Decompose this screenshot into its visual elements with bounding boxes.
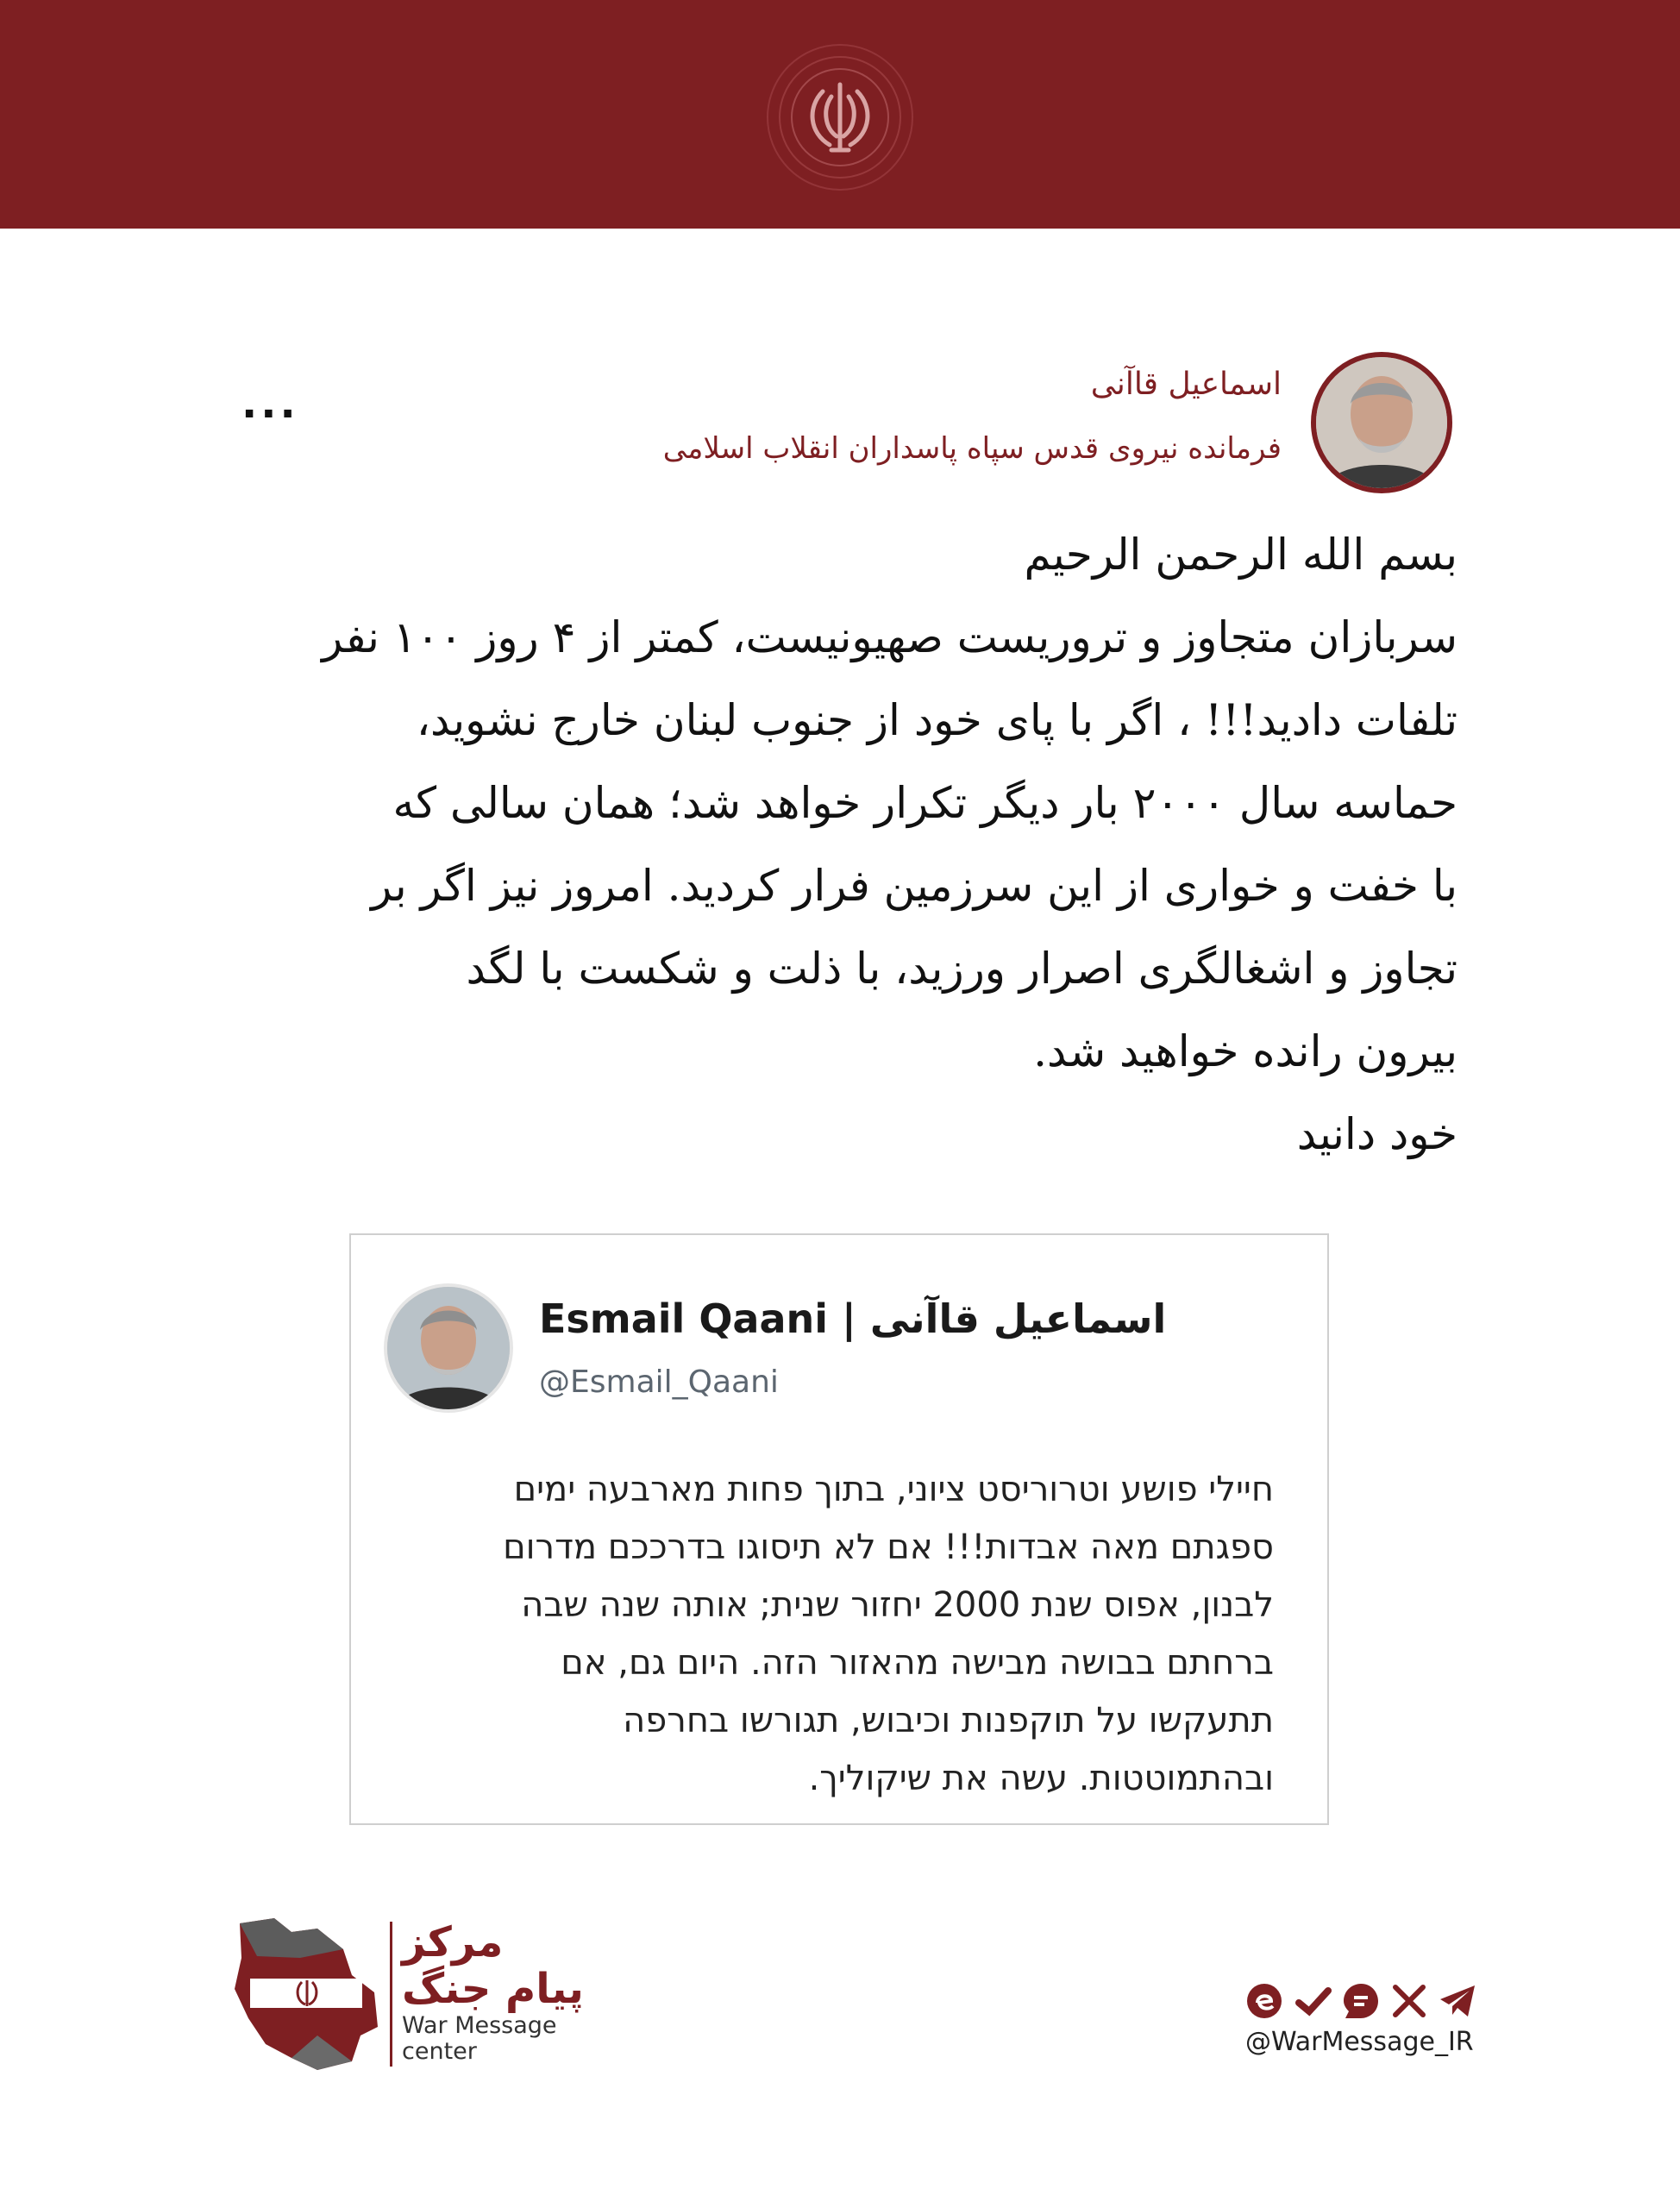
brand-en-line: center xyxy=(402,2038,477,2065)
quoted-line: ברחתם בבושה מבישה מהאזור הזה. היום גם, אם xyxy=(561,1643,1274,1683)
quoted-line: חיילי פושע וטרוריסט ציוני, בתוך פחות מארבעה ימים xyxy=(513,1470,1274,1509)
war-message-center-logo xyxy=(223,1906,386,2079)
post-line: سربازان متجاوز و تروریست صهیونیست، کمتر از ۴ روز ۱۰۰ نفر xyxy=(322,612,1457,662)
header-bar xyxy=(0,0,1680,229)
post-line: بسم الله الرحمن الرحیم xyxy=(1024,530,1457,580)
quoted-author-name[interactable]: Esmail Qaani | اسماعیل قاآنی xyxy=(539,1295,1167,1342)
author-title: فرمانده نیروی قدس سپاه پاسداران انقلاب اسلامی xyxy=(662,431,1282,466)
telegram-icon[interactable] xyxy=(1439,1982,1476,2020)
social-handle[interactable]: @WarMessage_IR xyxy=(1245,2027,1474,2057)
author-avatar[interactable] xyxy=(1311,352,1452,493)
brand-en-line: War Message xyxy=(402,2012,557,2039)
post-line: بیرون رانده خواهید شد. xyxy=(1033,1026,1457,1076)
post-line: خود دانید xyxy=(1296,1109,1457,1159)
quoted-author-handle[interactable]: @Esmail_Qaani xyxy=(539,1364,779,1400)
post-line: تلفات دادید!!! ، اگر با پای خود از جنوب لبنان خارج نشوید، xyxy=(416,695,1457,745)
social-icons-row xyxy=(1245,1980,1476,2022)
brand-name-fa xyxy=(402,1919,584,2012)
quoted-tweet-text xyxy=(403,1461,1274,1808)
post-body xyxy=(233,513,1457,1176)
quoted-line: ובהתמוטטות. עשה את שיקוליך. xyxy=(808,1759,1274,1798)
eitaa-icon[interactable] xyxy=(1245,1982,1283,2020)
quoted-portrait xyxy=(387,1287,510,1409)
author-name[interactable]: اسماعیل قاآنی xyxy=(1090,367,1282,402)
quoted-line: ספגתם מאה אבדות!!! אם לא תיסוגו בדרככם מדרום xyxy=(503,1527,1274,1567)
post-line: با خفت و خواری از این سرزمین فرار کردید. امروز نیز اگر بر xyxy=(371,861,1457,911)
iran-emblem-icon xyxy=(762,40,918,195)
x-icon[interactable] xyxy=(1390,1982,1428,2020)
author-portrait xyxy=(1316,357,1447,488)
soroush-icon[interactable] xyxy=(1342,1982,1380,2020)
quoted-line: תתעקשו על תוקפנות וכיבוש, תגורשו בחרפה xyxy=(623,1701,1274,1741)
quoted-tweet-card[interactable] xyxy=(349,1233,1329,1825)
check-icon[interactable] xyxy=(1294,1982,1332,2020)
quoted-avatar[interactable] xyxy=(384,1283,513,1413)
post-line: حماسه سال ۲۰۰۰ بار دیگر تکرار خواهد شد؛ همان سالی که xyxy=(392,778,1457,828)
brand-name-en xyxy=(402,2013,557,2065)
footer-divider xyxy=(390,1922,392,2067)
brand-fa-line: مرکز xyxy=(402,1918,504,1966)
post-line: تجاوز و اشغالگری اصرار ورزید، با ذلت و شکست با لگد xyxy=(466,944,1457,994)
more-options-button[interactable]: ... xyxy=(241,380,299,428)
brand-fa-line: پیام جنگ xyxy=(402,1965,584,2013)
quoted-line: לבנון, אפוס שנת 2000 יחזור שנית; אותה שנה שבה xyxy=(521,1585,1274,1625)
